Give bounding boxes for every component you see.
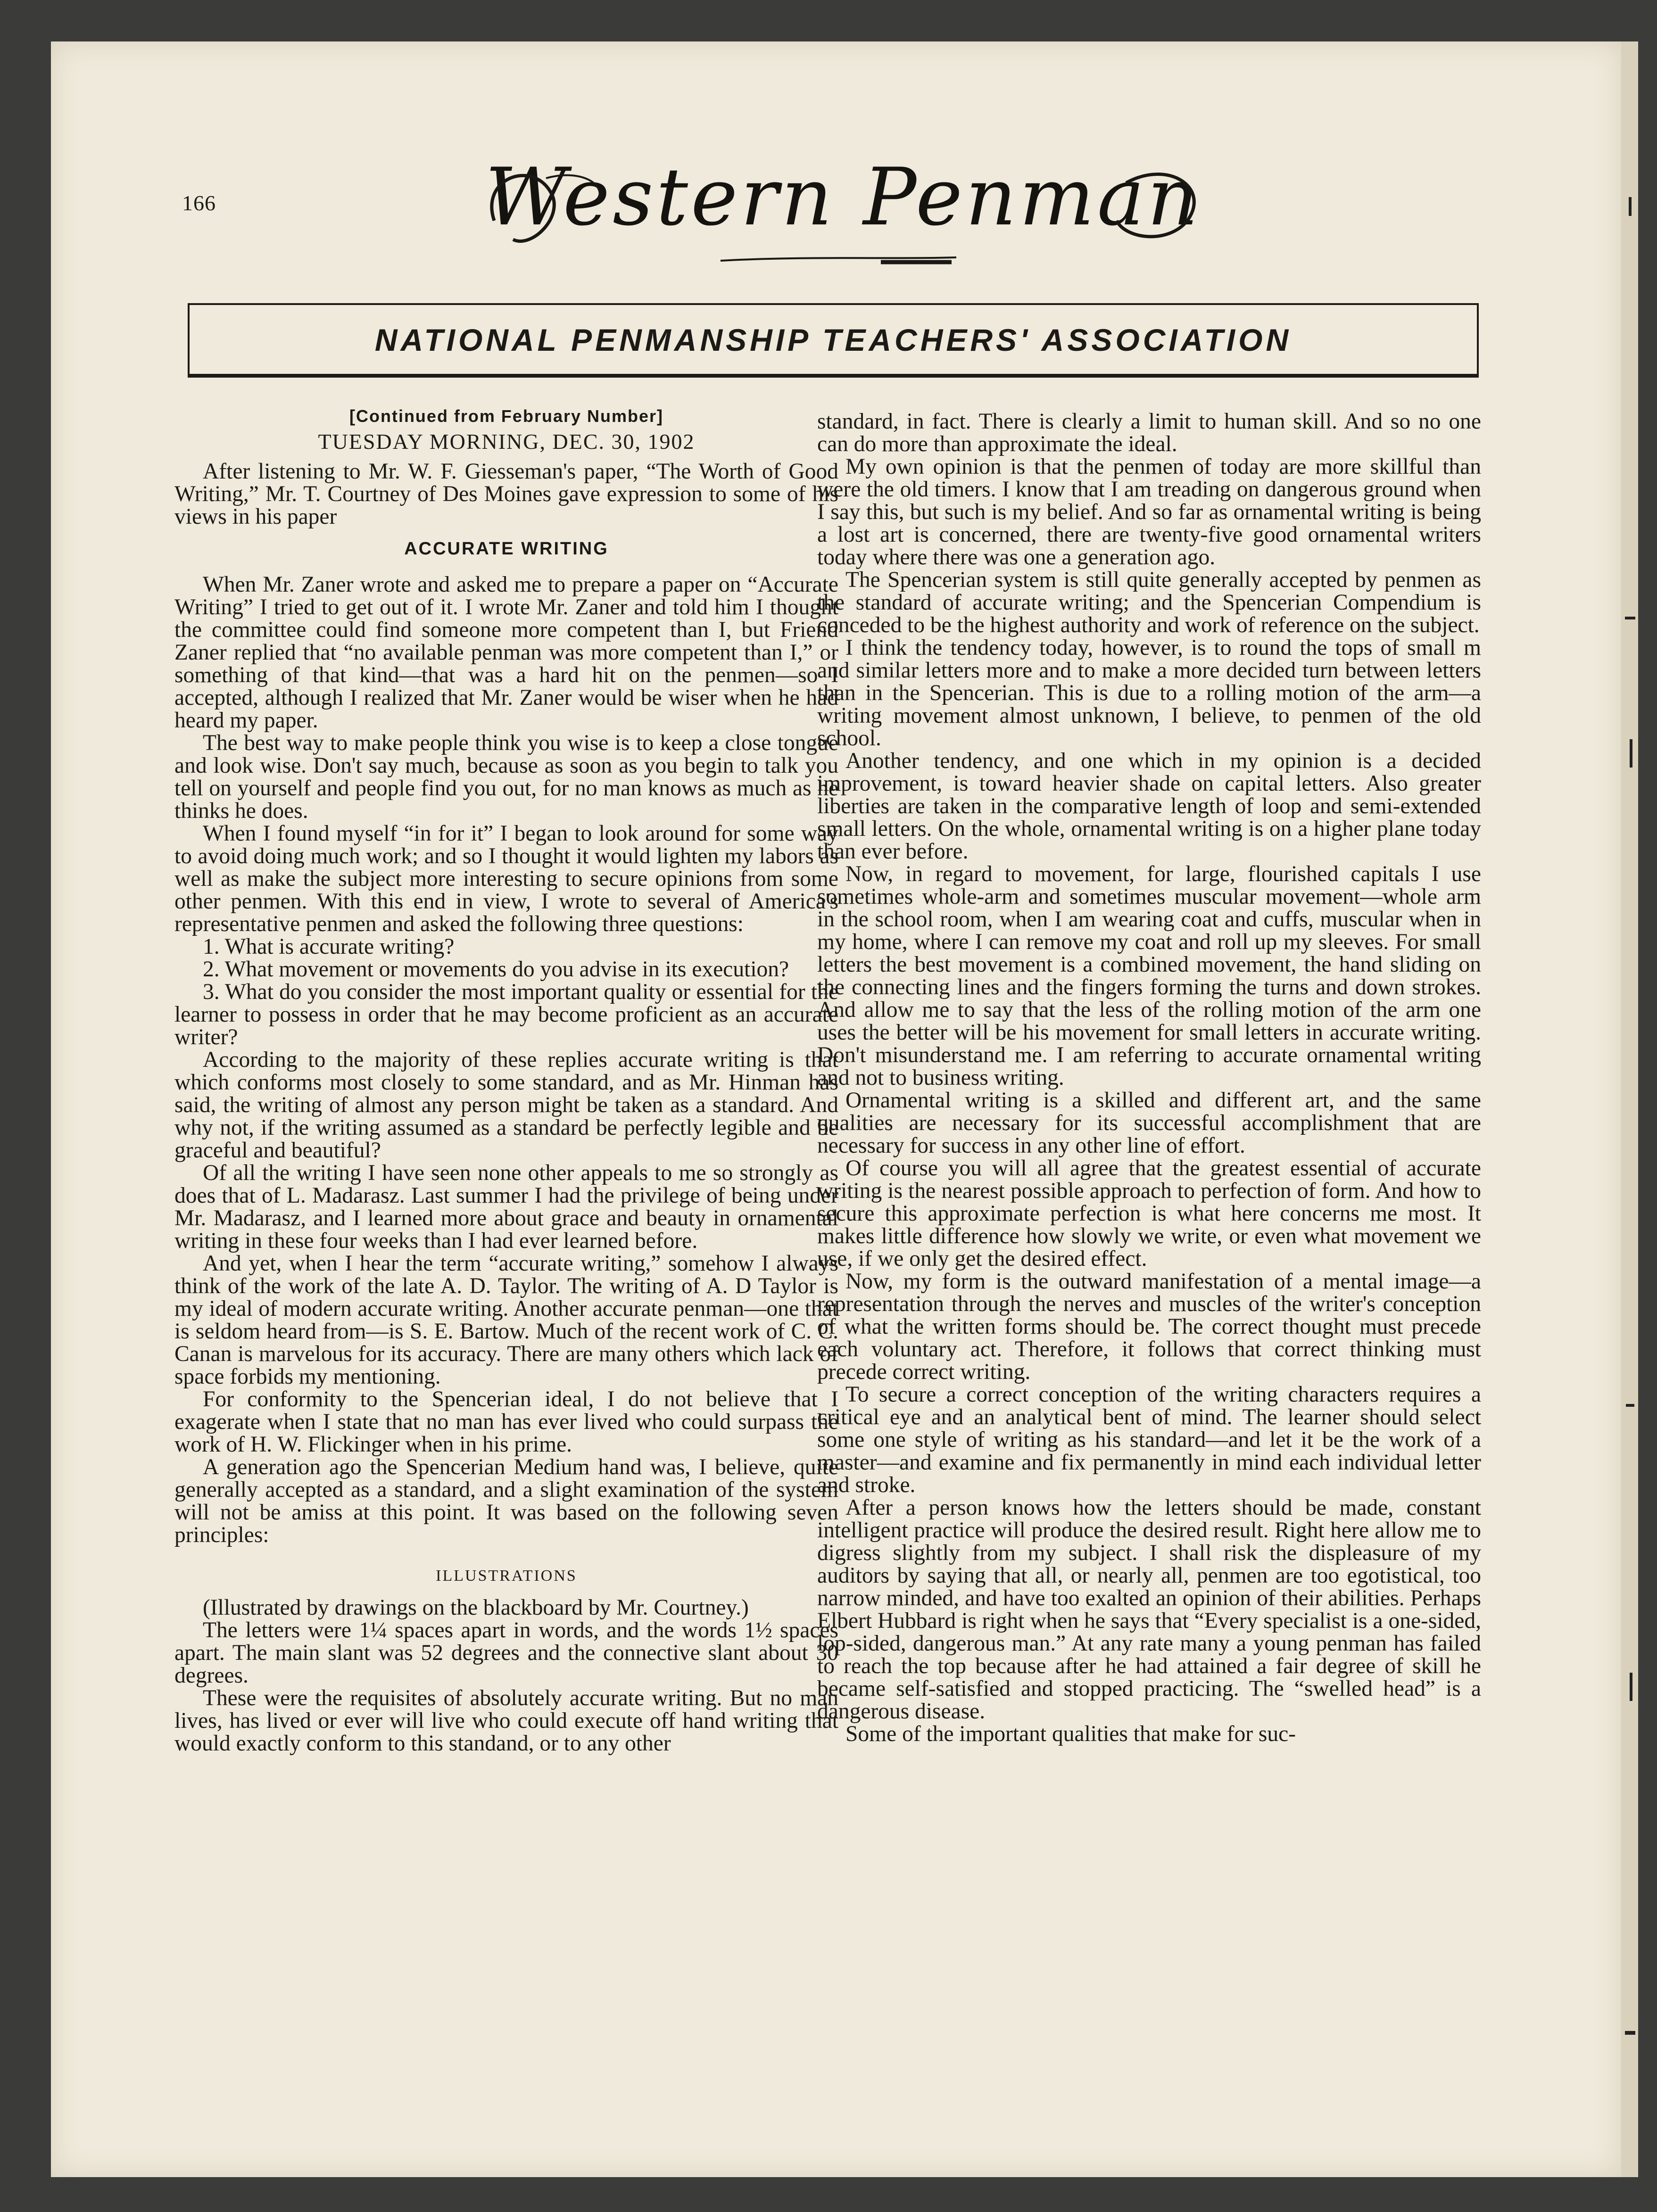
paragraph: The best way to make people think you wise is to keep a close tongue and look wise. Don't say much, because as soon as you begin to talk you tell on yourself and people find you out, for no man knows as much as he thinks he does. <box>174 731 838 823</box>
paragraph: Now, my form is the outward manifestation of a mental image—a representation through the nerves and muscles of the writer's conception of what the written forms should be. The correct thought must precede each voluntary act. Therefore, it follows that correct thinking must precede correct writing. <box>817 1269 1481 1384</box>
paragraph: When I found myself “in for it” I began to look around for some way to avoid doing much work; and so I thought it would lighten my labors as well as make the subject more interesting to secure opinions from some other penmen. With this end in view, I wrote to several of America's representative penmen and asked the following three questions: <box>174 821 838 936</box>
right-column <box>817 410 1481 1745</box>
paragraph: Ornamental writing is a skilled and different art, and the same qualities are necessary for its successful accomplishment that are necessary for success in any other line of effort. <box>817 1088 1481 1158</box>
masthead-title: Western Penman <box>485 151 1201 243</box>
intro-paragraph: After listening to Mr. W. F. Giesseman's paper, “The Worth of Good Writing,” Mr. T. Courtney of Des Moines gave expression to some of his views in his paper <box>174 459 838 529</box>
paragraph-continuation: standard, in fact. There is clearly a limit to human skill. And so no one can do more than approximate the ideal. <box>817 409 1481 456</box>
paragraph: To secure a correct conception of the writing characters requires a critical eye and an analytical bent of mind. The learner should select some one style of writing as his standard—and let it be the work of a master—and examine and fix permanently in mind each individual letter and stroke. <box>817 1382 1481 1497</box>
paragraph: After a person knows how the letters should be made, constant intelligent practice will produce the desired result. Right here allow me to digress slightly from my subject. I shall risk the displeasure of my auditors by saying that all, or nearly all, penmen are too egotistical, too narrow minded, and have too exalted an opinion of their abilities. Perhaps Elbert Hubbard is right when he says that “Every specialist is a one-sided, lop-sided, dangerous man.” At any rate many a young penman has failed to reach the top because after he had attained a fair degree of skill he became self-satisfied and stopped practicing. The “swelled head” is a dangerous disease. <box>817 1495 1481 1724</box>
continued-note: [Continued from February Number] <box>349 406 663 426</box>
question-item: 3. What do you consider the most important quality or essential for the learner to possess in order that he may become proficient as an accurate writer? <box>174 980 838 1049</box>
section-banner-title: NATIONAL PENMANSHIP TEACHERS' ASSOCIATION <box>374 322 1292 357</box>
article-heading: ACCURATE WRITING <box>404 539 609 559</box>
paragraph: Of all the writing I have seen none other appeals to me so strongly as does that of L. Madarasz. Last summer I had the privilege of being under Mr. Madarasz, and I learned more about grace and beauty in ornamental writing in these four weeks than I had ever learned before. <box>174 1161 838 1253</box>
masthead-flourish-icon <box>475 150 1211 272</box>
paragraph: Some of the important qualities that make for suc- <box>845 1722 1296 1746</box>
illustrations-heading: ILLUSTRATIONS <box>436 1567 577 1585</box>
paragraph: According to the majority of these replies accurate writing is that which conforms most closely to some standard, and as Mr. Hinman has said, the writing of almost any person might be taken as a standard. And why not, if the writing assumed as a standard be perfectly legible and be graceful and beautiful? <box>174 1048 838 1163</box>
question-item: 1. What is accurate writing? <box>203 934 455 959</box>
page-number: 166 <box>182 191 216 215</box>
gutter-mark <box>1625 617 1635 619</box>
gutter-mark <box>1626 1404 1634 1407</box>
section-banner <box>188 303 1479 377</box>
banner-underline <box>188 374 1479 378</box>
gutter-mark <box>1625 2031 1635 2035</box>
paragraph: (Illustrated by drawings on the blackboard by Mr. Courtney.) <box>203 1595 749 1620</box>
paragraph: I think the tendency today, however, is to round the tops of small m and similar letters more and to make a more decided turn between letters than in the Spencerian. This is due to a rolling motion of the arm—a writing movement almost unknown, I believe, to penmen of the old school. <box>817 636 1481 751</box>
dateline: TUESDAY MORNING, DEC. 30, 1902 <box>318 429 695 454</box>
gutter-mark <box>1630 1673 1632 1701</box>
paragraph: Another tendency, and one which in my opinion is a decided improvement, is toward heavier shade on capital letters. Also greater liberties are taken in the comparative length of loop and semi-extended small letters. On the whole, ornamental writing is on a higher plane today than ever before. <box>817 749 1481 864</box>
paragraph: For conformity to the Spencerian ideal, I do not believe that I exagerate when I state that no man has ever lived who could surpass the work of H. W. Flickinger when in his prime. <box>174 1387 838 1457</box>
paragraph: When Mr. Zaner wrote and asked me to prepare a paper on “Accurate Writing” I tried to get out of it. I wrote Mr. Zaner and told him I thought the committee could find someone more competent than I, but Friend Zaner replied that “no available penman was more competent than I,” or something of that kind—that was a hard hit on the penmen—so I accepted, although I realized that Mr. Zaner would be wiser when he had heard my paper. <box>174 572 838 733</box>
paragraph: The letters were 1¼ spaces apart in words, and the words 1½ spaces apart. The main slant was 52 degrees and the connective slant about 30 degrees. <box>174 1618 838 1688</box>
paragraph: These were the requisites of absolutely accurate writing. But no man lives, has lived or ever will live who could execute off hand writing that would exactly conform to this standand, or to any other <box>174 1686 838 1756</box>
paragraph: And yet, when I hear the term “accurate writing,” somehow I always think of the work of the late A. D. Taylor. The writing of A. D Taylor is my ideal of modern accurate writing. Another accurate penman—one that is seldom heard from—is S. E. Bartow. Much of the recent work of C. C. Canan is marvelous for its accuracy. There are many others which lack of space forbids my mentioning. <box>174 1251 838 1389</box>
masthead-logo <box>475 150 1211 272</box>
page-gutter <box>1621 41 1638 2177</box>
gutter-mark <box>1629 197 1632 216</box>
paragraph: Now, in regard to movement, for large, flourished capitals I use sometimes whole-arm and sometimes muscular movement—whole arm in the school room, when I am wearing coat and cuffs, muscular when in my home, where I can remove my coat and roll up my sleeves. For small letters the best movement is a combined movement, the hand sliding on the connecting lines and the fingers forming the turns and down strokes. And allow me to say that the less of the rolling motion of the arm one uses the better will be his movement for small letters in accurate writing. Don't misunderstand me. I am referring to accurate ornamental writing and not to business writing. <box>817 862 1481 1090</box>
paragraph: My own opinion is that the penmen of today are more skillful than were the old timers. I know that I am treading on dangerous ground when I say this, but such is my belief. And so far as ornamental writing is being a lost art is concerned, there are twenty-five good ornamental writers today where there was one a generation ago. <box>817 454 1481 570</box>
paragraph: A generation ago the Spencerian Medium hand was, I believe, quite generally accepted as a standard, and a slight examination of the system will not be amiss at this point. It was based on the following seven principles: <box>174 1455 838 1547</box>
paragraph: Of course you will all agree that the greatest essential of accurate writing is the nearest possible approach to perfection of form. And how to secure this approximate perfection is what here concerns me most. It makes little difference how slowly we write, or even what movement we use, if we only get the desired effect. <box>817 1156 1481 1271</box>
paragraph: The Spencerian system is still quite generally accepted by penmen as the standard of accurate writing; and the Spencerian Compendium is conceded to be the highest authority and work of reference on the subject. <box>817 568 1481 637</box>
question-item: 2. What movement or movements do you advise in its execution? <box>203 957 789 982</box>
gutter-mark <box>1630 739 1632 768</box>
magazine-page <box>51 41 1621 2177</box>
left-column <box>174 404 838 1755</box>
